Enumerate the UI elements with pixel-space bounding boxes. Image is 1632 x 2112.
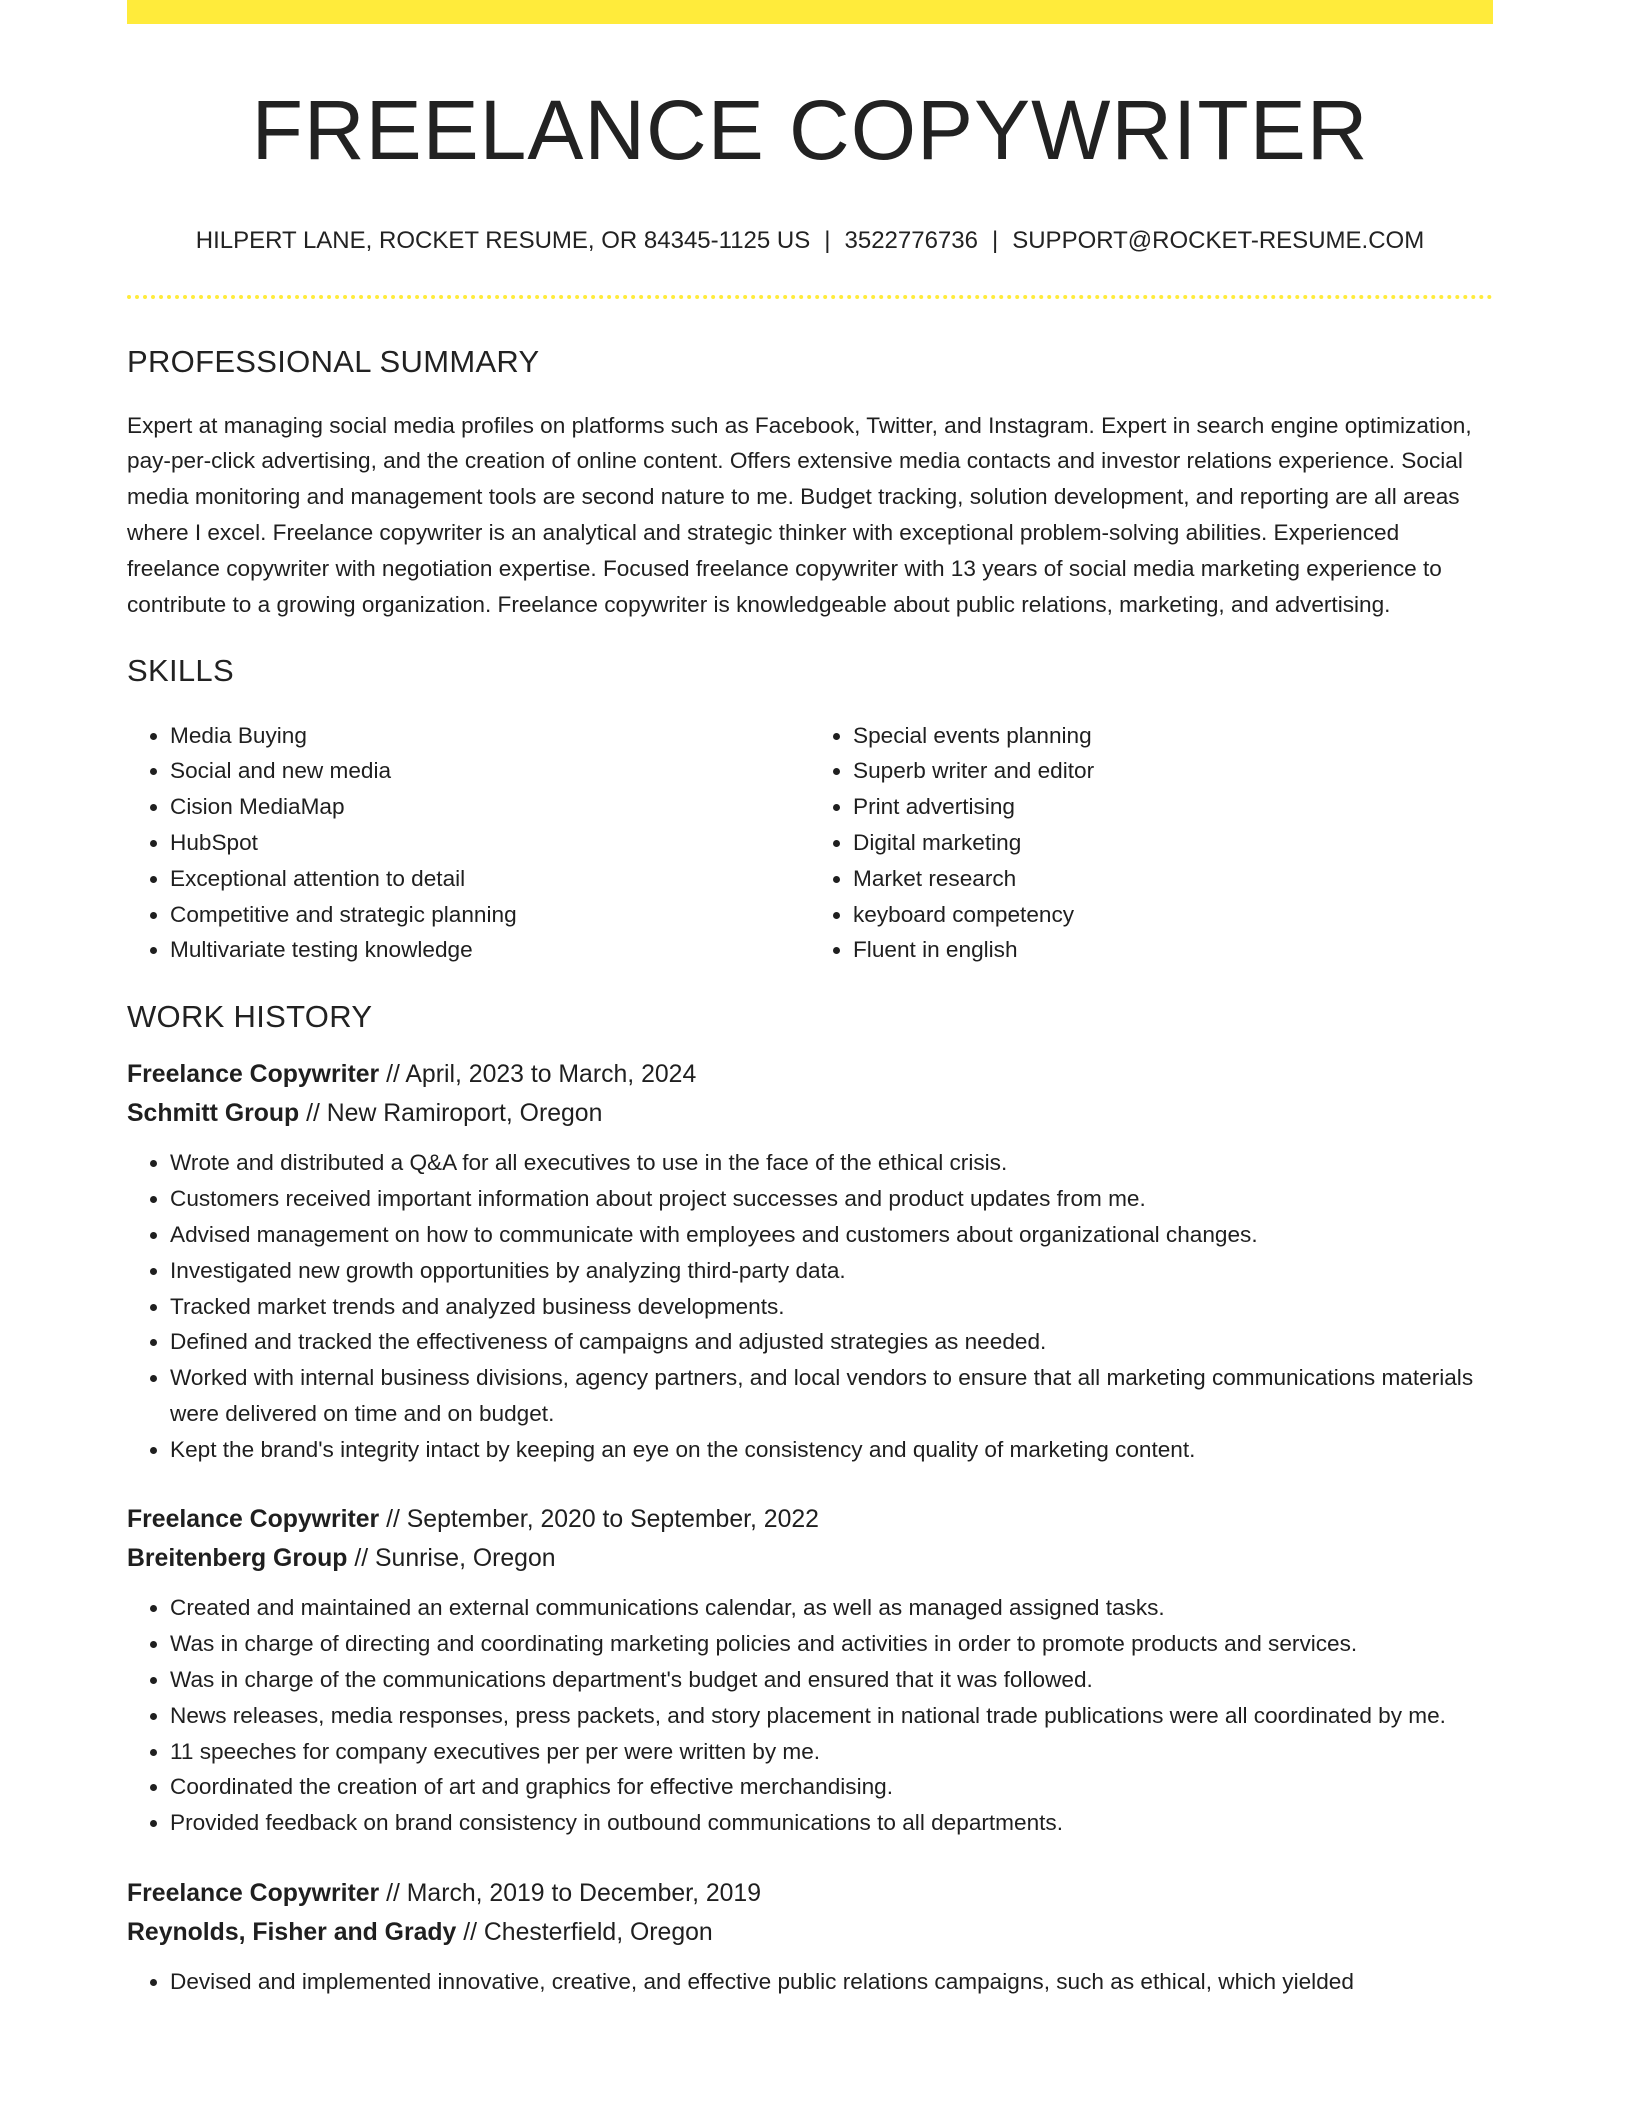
summary-text: Expert at managing social media profiles on platforms such as Facebook, Twitter, and Instagram. Expert in search engine optimization, pay-per-click advertising, and the creation of online content. Offers extensive media contacts and investor relations experience. Social media monitoring and management tools are second nature to me. Budget tracking, solution development, and reporting are all areas where I excel. Freelance copywriter is an analytical and strategic thinker with exceptional problem-solving abilities. Experienced freelance copywriter with negotiation expertise. Focused freelance copywriter with 13 years of social media marketing experience to contribute to a growing organization. Freelance copywriter is knowledgeable about public relations, marketing, and advertising.: [127, 412, 1472, 617]
job-location: // Chesterfield, Oregon: [456, 1919, 713, 1947]
job-location: // New Ramiroport, Oregon: [299, 1100, 603, 1128]
job-bullet: • Kept the brand's integrity intact by keeping an eye on the consistency and quality of marketing content.: [170, 1432, 1493, 1468]
skill-item: • Special events planning: [853, 718, 1493, 754]
job-dates: // April, 2023 to March, 2024: [379, 1061, 697, 1089]
job-role-line: [127, 1874, 1493, 1913]
skill-item: • Competitive and strategic planning: [170, 897, 810, 933]
job-bullet: • Devised and implemented innovative, creative, and effective public relations campaigns, such as ethical, which yielded: [170, 1964, 1493, 2000]
contact-phone: 3522776736: [844, 226, 978, 254]
skill-item: • keyboard competency: [853, 897, 1493, 933]
skill-item: • Print advertising: [853, 789, 1493, 825]
job-bullets: [127, 1964, 1493, 2000]
job-company: Breitenberg Group: [127, 1545, 348, 1573]
skills-column-right: [810, 718, 1493, 969]
job-bullet: • Defined and tracked the effectiveness of campaigns and adjusted strategies as needed.: [170, 1324, 1493, 1360]
skill-item: • Social and new media: [170, 753, 810, 789]
job-bullets: [127, 1590, 1493, 1841]
skill-item: • Exceptional attention to detail: [170, 861, 810, 897]
job-bullet: • 11 speeches for company executives per per were written by me.: [170, 1734, 1493, 1770]
resume-page: [127, 0, 1493, 2000]
contact-separator: |: [824, 226, 831, 254]
job-bullet: • Advised management on how to communicate with employees and customers about organizational changes.: [170, 1217, 1493, 1253]
job-bullet: • Wrote and distributed a Q&A for all executives to use in the face of the ethical crisis.: [170, 1145, 1493, 1181]
contact-separator: |: [991, 226, 999, 254]
summary-heading: PROFESSIONAL SUMMARY: [127, 344, 540, 380]
job-bullet: • Tracked market trends and analyzed business developments.: [170, 1289, 1493, 1325]
skills-column-left: [127, 718, 810, 969]
dotted-divider: [127, 295, 1493, 299]
job-company: Reynolds, Fisher and Grady: [127, 1919, 457, 1947]
job-company-line: [127, 1539, 1493, 1578]
job-role-line: [127, 1055, 1493, 1094]
skills-list: [127, 718, 1493, 969]
job-role: Freelance Copywriter: [127, 1506, 380, 1534]
skills-heading: SKILLS: [127, 653, 234, 689]
job-bullet: • Investigated new growth opportunities by analyzing third-party data.: [170, 1253, 1493, 1289]
skill-item: • Superb writer and editor: [853, 753, 1493, 789]
contact-address: HILPERT LANE, ROCKET RESUME, OR 84345-1125 US: [195, 226, 811, 254]
resume-title: FREELANCE COPYWRITER: [251, 83, 1369, 177]
skill-item: • Multivariate testing knowledge: [170, 932, 810, 968]
accent-top-bar: [127, 0, 1493, 24]
job-dates: // September, 2020 to September, 2022: [379, 1506, 819, 1534]
job-role-line: [127, 1500, 1493, 1539]
job-company-line: [127, 1913, 1493, 1952]
job-bullet: • News releases, media responses, press packets, and story placement in national trade publications were all coordinated by me.: [170, 1698, 1493, 1734]
job-bullet: • Worked with internal business divisions, agency partners, and local vendors to ensure that all marketing communications materials were delivered on time and on budget.: [170, 1360, 1493, 1432]
skill-item: • Digital marketing: [853, 825, 1493, 861]
job-entry: [127, 1055, 1493, 1467]
job-role: Freelance Copywriter: [127, 1880, 380, 1908]
skill-item: • Market research: [853, 861, 1493, 897]
job-company-line: [127, 1094, 1493, 1133]
skill-item: • HubSpot: [170, 825, 810, 861]
job-entry: [127, 1874, 1493, 2000]
skill-item: • Media Buying: [170, 718, 810, 754]
skill-item: • Cision MediaMap: [170, 789, 810, 825]
job-bullets: [127, 1145, 1493, 1467]
contact-email: SUPPORT@ROCKET-RESUME.COM: [1012, 226, 1425, 254]
job-entry: [127, 1500, 1493, 1841]
job-bullet: • Customers received important information about project successes and product updates from me.: [170, 1181, 1493, 1217]
job-bullet: • Created and maintained an external communications calendar, as well as managed assigned tasks.: [170, 1590, 1493, 1626]
job-bullet: • Coordinated the creation of art and graphics for effective merchandising.: [170, 1769, 1493, 1805]
work-history-heading: WORK HISTORY: [127, 999, 373, 1035]
job-location: // Sunrise, Oregon: [347, 1545, 556, 1573]
contact-line: [127, 227, 1493, 256]
job-company: Schmitt Group: [127, 1100, 300, 1128]
job-bullet: • Provided feedback on brand consistency in outbound communications to all departments.: [170, 1805, 1493, 1841]
job-role: Freelance Copywriter: [127, 1061, 380, 1089]
job-bullet: • Was in charge of directing and coordinating marketing policies and activities in order to promote products and services.: [170, 1626, 1493, 1662]
job-dates: // March, 2019 to December, 2019: [379, 1880, 762, 1908]
job-bullet: • Was in charge of the communications department's budget and ensured that it was followed.: [170, 1662, 1493, 1698]
skill-item: • Fluent in english: [853, 932, 1493, 968]
